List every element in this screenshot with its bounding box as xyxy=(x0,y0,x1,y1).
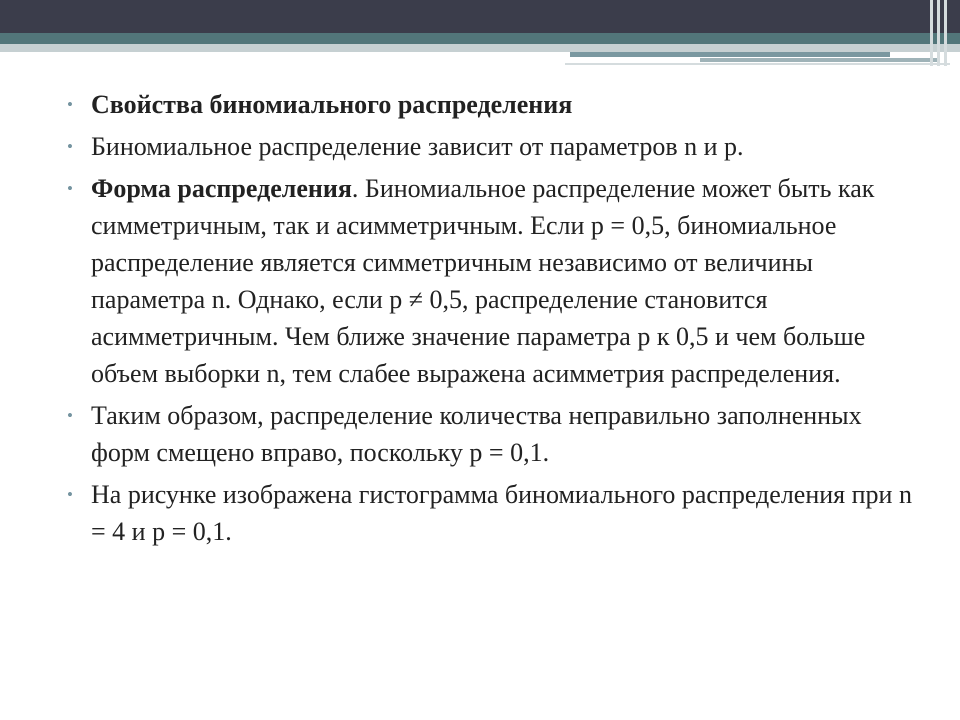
header-vertical-stripe xyxy=(944,0,947,66)
bullet-list xyxy=(66,86,926,555)
bullet-text: . Биномиальное распределение может быть как симметричным, так и асимметричным. Если p = 0,5, биномиальное распределение является симметричным независимо от величины параметра n. Однако, если p ≠ 0,5, распределение становится асимметричным. Чем ближе значение параметра p к 0,5 и чем больше объем выборки n, тем слабее выражена асимметрия распределения. xyxy=(91,174,875,388)
bullet-dot-icon: • xyxy=(67,179,73,198)
bullet-bold-text: Свойства биномиального распределения xyxy=(91,90,573,119)
header-dark-band xyxy=(0,0,960,33)
bullet-item-histogram-note xyxy=(66,476,926,550)
header-accent-bar-secondary xyxy=(700,58,940,62)
header-teal-band xyxy=(0,33,960,44)
header-vertical-stripe xyxy=(937,0,940,66)
bullet-text: Биномиальное распределение зависит от параметров n и p. xyxy=(91,132,744,161)
bullet-dot-icon: • xyxy=(67,137,73,156)
bullet-text: Таким образом, распределение количества неправильно заполненных форм смещено вправо, поскольку p = 0,1. xyxy=(91,401,862,467)
header-accent-line xyxy=(565,63,950,65)
header-vertical-stripe xyxy=(930,0,933,66)
header-accent-bar xyxy=(570,52,890,57)
header-light-band xyxy=(0,44,960,52)
bullet-dot-icon: • xyxy=(67,95,73,114)
bullet-item-parameters xyxy=(66,128,926,165)
bullet-bold-text: Форма распределения xyxy=(91,174,352,203)
bullet-item-skew-conclusion xyxy=(66,397,926,471)
bullet-item-properties-heading xyxy=(66,86,926,123)
bullet-dot-icon: • xyxy=(67,485,73,504)
bullet-item-distribution-shape xyxy=(66,170,926,392)
bullet-text: На рисунке изображена гистограмма биномиального распределения при n = 4 и p = 0,1. xyxy=(91,480,912,546)
bullet-dot-icon: • xyxy=(67,406,73,425)
